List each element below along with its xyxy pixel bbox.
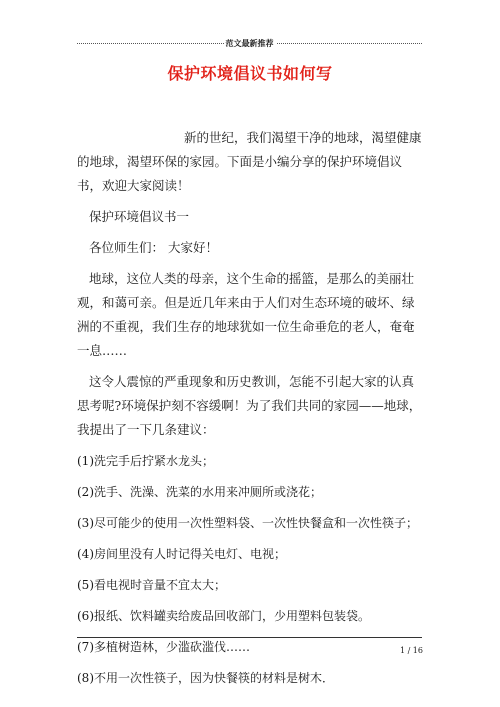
header-label: 范文最新推荐 <box>225 38 274 48</box>
intro-paragraph: 新的世纪，我们渴望干净的地球，渴望健康的地球，渴望环保的家园。下面是小编分享的保护环境倡议书，欢迎大家阅读！ <box>77 130 422 193</box>
list-item: (4)房间里没有人时记得关电灯、电视； <box>77 547 286 561</box>
list-item: (1)洗完手后拧紧水龙头； <box>77 454 214 468</box>
section-subtitle: 保护环境倡议书一 <box>89 209 190 224</box>
list-item: (6)报纸、饮料罐卖给废品回收部门，少用塑料包装袋。 <box>77 609 371 623</box>
document-title: 保护环境倡议书如何写 <box>167 64 333 83</box>
list-item: (2)洗手、洗澡、洗菜的水用来冲厕所或浇花； <box>77 485 322 499</box>
list-item: (5)看电视时音量不宜太大； <box>77 578 226 592</box>
list-item: (7)多植树造林，少滥砍滥伐…… <box>77 640 250 654</box>
greeting: 各位师生们： 大家好！ <box>89 240 218 255</box>
document-body <box>77 126 422 697</box>
page-number: 1 / 16 <box>399 646 423 655</box>
page-header <box>77 37 422 49</box>
list-item: (8)不用一次性筷子，因为快餐筷的材料是树木． <box>77 671 334 685</box>
list-item: (3)尽可能少的使用一次性塑料袋、一次性快餐盒和一次性筷子； <box>77 516 419 530</box>
footer-divider <box>77 637 422 638</box>
paragraph-earth: 地球，这位人类的母亲，这个生命的摇篮，是那么的美丽壮观，和蔼可亲。但是近几年来由于人们对生态环境的破坏、绿洲的不重视，我们生存的地球犹如一位生命垂危的老人，奄奄一息…… <box>77 271 415 358</box>
paragraph-suggestions: 这令人震惊的严重现象和历史教训，怎能不引起大家的认真思考呢?环境保护刻不容缓啊！为了我们共同的家园——地球，我提出了一下几条建议： <box>77 374 422 437</box>
suggestion-list <box>77 449 422 690</box>
